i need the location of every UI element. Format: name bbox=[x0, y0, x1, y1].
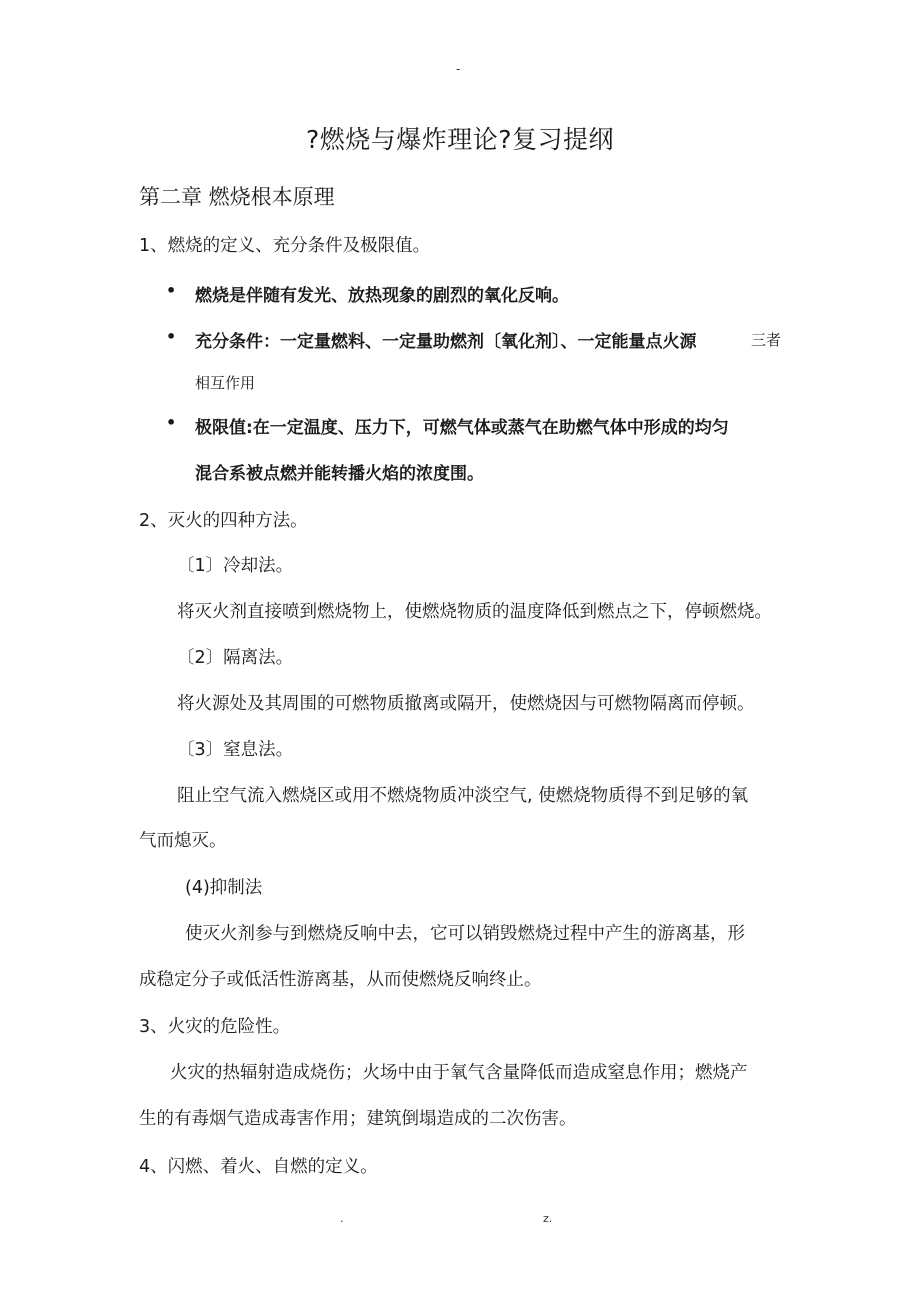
document-title: ?燃烧与爆炸理论?复习提纲 bbox=[305, 125, 615, 154]
bullet-condition-text: 充分条件：一定量燃料、一定量助燃剂〔氧化剂〕、一定能量点火源 bbox=[195, 332, 697, 352]
section-2-heading: 2、灭火的四种方法。 bbox=[139, 511, 308, 531]
method-4-text: 使灭火剂参与到燃烧反响中去，它可以销毁燃烧过程中产生的游离基，形 bbox=[185, 924, 745, 944]
footer-right-mark: z. bbox=[543, 1212, 553, 1225]
bullet-condition-line2: 相互作用 bbox=[195, 374, 256, 392]
section-4-heading: 4、闪燃、着火、自燃的定义。 bbox=[139, 1157, 378, 1177]
chapter-heading: 第二章 燃烧根本原理 bbox=[139, 185, 335, 209]
header-mark: - bbox=[456, 62, 461, 76]
section-1-heading: 1、燃烧的定义、充分条件及极限值。 bbox=[139, 236, 431, 256]
bullet-marker: • bbox=[166, 413, 177, 432]
bullet-definition-text: 燃烧是伴随有发光、放热现象的剧烈的氧化反响。 bbox=[195, 286, 569, 306]
method-3-text-line2: 气而熄灭。 bbox=[139, 831, 227, 851]
section-3-text-line2: 生的有毒烟气造成毒害作用；建筑倒塌造成的二次伤害。 bbox=[139, 1109, 577, 1129]
method-4-text-line2: 成稳定分子或低活性游离基，从而使燃烧反响终止。 bbox=[139, 970, 542, 990]
section-3-text: 火灾的热辐射造成烧伤；火场中由于氧气含量降低而造成窒息作用；燃烧产 bbox=[170, 1063, 748, 1083]
method-1-text: 将灭火剂直接喷到燃烧物上，使燃烧物质的温度降低到燃点之下，停顿燃烧。 bbox=[177, 602, 772, 622]
bullet-limit-text: 极限值:在一定温度、压力下，可燃气体或蒸气在助燃气体中形成的均匀 bbox=[195, 418, 729, 438]
bullet-marker: • bbox=[166, 281, 177, 300]
bullet-limit-line2: 混合系被点燃并能转播火焰的浓度围。 bbox=[195, 464, 484, 484]
bullet-marker: • bbox=[166, 327, 177, 346]
method-2-title: 〔2〕隔离法。 bbox=[177, 648, 294, 668]
method-2-text: 将火源处及其周围的可燃物质撤离或隔开，使燃烧因与可燃物隔离而停顿。 bbox=[177, 694, 755, 714]
bullet-condition-tail: 三者 bbox=[751, 331, 782, 349]
method-3-text: 阻止空气流入燃烧区或用不燃烧物质冲淡空气, 使燃烧物质得不到足够的氧 bbox=[177, 786, 749, 806]
section-3-heading: 3、火灾的危险性。 bbox=[139, 1017, 291, 1037]
method-1-title: 〔1〕冷却法。 bbox=[177, 556, 294, 576]
footer-left-mark: . bbox=[340, 1212, 344, 1225]
method-4-title: (4)抑制法 bbox=[185, 878, 263, 898]
method-3-title: 〔3〕窒息法。 bbox=[177, 740, 294, 760]
